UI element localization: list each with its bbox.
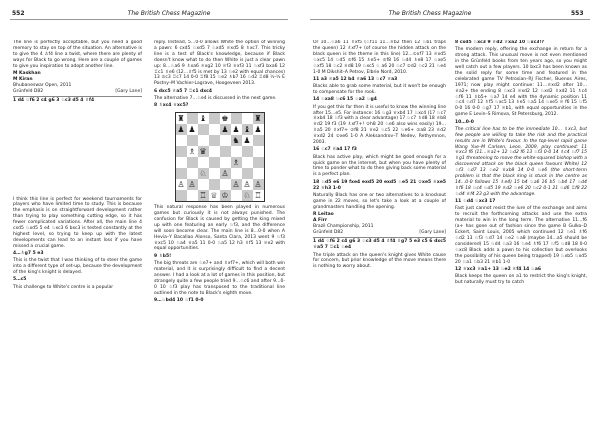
square-h8 <box>253 113 264 124</box>
square-c5 <box>198 146 209 157</box>
column-2 <box>154 40 285 420</box>
square-d2 <box>209 179 220 190</box>
square-g7 <box>242 124 253 135</box>
col4-move-4: 12 ♕xc3 ♕a1+ 13 ♘e2 ♕f4 14 ♘a6 <box>455 266 542 272</box>
square-g6 <box>242 135 253 146</box>
square-d4 <box>209 157 220 168</box>
square-a7 <box>176 124 187 135</box>
square-e6 <box>220 135 231 146</box>
col3-move-1: 11 a3 ♕a5 12 b4 ♕a6 13 ♘c7 ♕a3 <box>313 76 398 82</box>
chess-piece-icon: ♟ <box>254 124 262 134</box>
chess-piece-icon: ♕ <box>210 190 218 200</box>
right-running-title: The British Chess Magazine <box>388 10 472 17</box>
chess-piece-icon: ♙ <box>177 179 185 189</box>
square-b5 <box>187 146 198 157</box>
col2-paragraph-2: The alternative 7…♘e4 is discussed in the next game. <box>154 95 277 101</box>
col3-paragraph-4: Black has active play, which might be good enough for a quick game on the internet, but when you have plenty of time to ponder what to do then giving back some material is a perfect plan. <box>313 154 446 178</box>
square-g4 <box>242 157 253 168</box>
col2-paragraph-3: This natural response has been played in numerous games but curiously it is not always punished. The confusion for Black is caused by getting the king mixed up with one featuring an early ♘f3, and the difference will soon become clear. The main line is 8…0-0 when A Hevia–Y Bacallao Alonso, Santa Clara, 2013 went 9 ♘f3 ♕xc5 10 ♘a4 ♕a5 11 0-0 ♘a5 12 h3 ♗f5 13 ♕e2 with equal opportunities. <box>154 205 285 252</box>
chess-piece-icon: ♟ <box>188 124 196 134</box>
square-d5 <box>209 146 220 157</box>
square-g2 <box>242 179 253 190</box>
left-page-number: 552 <box>12 10 25 17</box>
chess-piece-icon: ♙ <box>254 179 262 189</box>
square-b8 <box>187 113 198 124</box>
square-c3 <box>198 168 209 179</box>
col2-move-2: 8 ♗xc4 ♕xc5? <box>154 103 189 109</box>
square-a6 <box>176 135 187 146</box>
square-a4 <box>176 157 187 168</box>
game-2-divider <box>313 237 446 238</box>
square-b2 <box>187 179 198 190</box>
col4-move-2: 10…0-0 <box>455 119 474 125</box>
square-e5 <box>220 146 231 157</box>
col4-move-3: 11 ♘d4 ♘xc3 17 <box>455 199 496 205</box>
square-b3 <box>187 168 198 179</box>
game-2-moves: 1 d4 ♘f6 2 c4 g6 3 ♘c3 d5 4 ♗f4 ♗g7 5 e3 c5 6 dxc5 ♕a5 7 ♖c1 ♘e4 <box>313 239 446 251</box>
square-h7 <box>253 124 264 135</box>
game-1-opening: Grünfeld D82 [Gary Lane] <box>13 88 142 94</box>
col4-paragraph-3: Fast just cannot resist the lure of the exchange and aims to recruit the forthcoming attacks and use the extra material to win in the long term. The alternative 11…f6 (a+ has gone out of fashion since the game B Gulko–D Eckert, Saint Louis, 2005 which continued 12 ♘e1 ♗f6 ♘d2 13 ♘f3 ♘d7 14 ♘e2 ♘a8 (maybe 14…a5 should be considered) 15 ♘d4 ♘a3 16 ♘e4 ♗f6 17 ♘f5 ♘d8 18 0-0 ♘xc8 Black adds a pawn to his collection but overlooks the possibility of his queen being trapped) 19 ♘xb5 ♘xd5 20 ♘a1 ♘b3 21 ♕b1 1-0 <box>455 206 587 265</box>
right-header-rule <box>310 19 590 20</box>
intro-paragraph: The line is perfectly acceptable, but you need a good memory to stay on top of the situation. An alternative is to give the 4 ♙f4 line a twist, where there are plenty of ways for Black to go wrong. Here are a couple of games to give you inspiration to adopt another line. <box>13 40 142 69</box>
left-running-title: The British Chess Magazine <box>127 10 211 17</box>
square-f8 <box>231 113 242 124</box>
game-2-event: Brazil Championship, 2011 <box>313 223 374 229</box>
square-h5 <box>253 146 264 157</box>
col3-move-2: 14 ♘xa8 ♘c6 15 ♘a2 ♘g4 <box>313 97 377 103</box>
game-1-moves: 1 d4 ♘f6 2 c4 g6 3 ♘c3 d5 4 ♗f4 <box>13 98 95 104</box>
col4-move-1: 8 cxd5 ♘xc3 9 ♕d2 ♕xa2 10 ♘xc3!? <box>455 40 545 45</box>
col2-paragraph-4: The big threats are ♘e7+ and ♗xf7+, which will both win material, and it is surprisingly difficult to find a decent answer. I had a look at a lot of games in this position, but strangely quite a few people tried 9…♘c6 and after 9…0-0 10 ♘f3 play has transposed to the traditional line outlined in the note to Black's eighth move. <box>154 261 285 296</box>
game-2-white: R Leitao <box>313 211 334 217</box>
square-d1 <box>209 190 220 201</box>
game-1-divider <box>13 96 142 97</box>
square-f3 <box>231 168 242 179</box>
chess-piece-icon: ♘ <box>199 168 207 178</box>
chess-piece-icon: ♖ <box>254 190 262 200</box>
square-h3 <box>253 168 264 179</box>
chess-piece-icon: ♛ <box>199 146 207 156</box>
game-2-black: A Firr <box>313 217 328 223</box>
square-a2 <box>176 179 187 190</box>
square-g1 <box>242 190 253 201</box>
chess-piece-icon: ♙ <box>221 168 229 178</box>
square-f2 <box>231 179 242 190</box>
chess-piece-icon: ♙ <box>188 179 196 189</box>
chess-piece-icon: ♗ <box>188 146 196 156</box>
square-h6 <box>253 135 264 146</box>
chess-piece-icon: ♟ <box>243 135 251 145</box>
square-a3 <box>176 168 187 179</box>
col3-move-4: 18 ♘d5 e6 19 fxe4 exd5 20 exd5 ♘e5 21 ♔xe5 ♕xe5 22 ♕h3 1-0 <box>313 179 446 191</box>
square-g5 <box>242 146 253 157</box>
square-e1 <box>220 190 231 201</box>
square-g8 <box>242 113 253 124</box>
col3-paragraph-1: Or 10…♘a6 11 ♗xf5 (♘f11 11…♕b2 then 12 ♘b1 traps the queen) 12 ♗xf7+ (of course the hidden attack on the black queen is the theme in this line) 12…♔xf7 13 ♕xd5 ♘xc5 14 ♘d5 ♔f6 15 ♗e5+ ♔f8 16 ♘d4 ♗e8 17 ♘xe5 ♘xf5 18 ♘c2 ♕d8 19 ♘xc5 ♘ a6 20 ♘c7 ♔d2 ♘c2 21 ♘e4 1-0 M Dikshit–A Petrov, Elbrie Nord, 2010. <box>313 40 446 75</box>
square-e8 <box>220 113 231 124</box>
chess-piece-icon: ♝ <box>243 124 251 134</box>
square-b4 <box>187 157 198 168</box>
square-h1 <box>253 190 264 201</box>
chess-piece-icon: ♜ <box>254 113 262 123</box>
square-c4 <box>198 157 209 168</box>
square-c6 <box>198 135 209 146</box>
col2-paragraph-1: reply. Instead, 5…0-0 allows White the option of winning a pawn: 6 cxd5 ♘xd5 7 ♘xd5 ♕xd5 8 ♗xc7. This tricky line is a test of Black's knowledge, because if Black doesn't know what to do then White is just a clear pawn up: 8…♘a6 9 ♗xa6 ♕xg2 10 ♕f3 ♕xf3 11 ♘xf3 bxa6 12 ♖c1 ♗e6 (12…♗f5 is met by 13 ♘e2 with equal chances) 13 ♔c3 ♖c7 14 0-0 ♖f8 15 ♘e2 ♗b7 16 ♘d2 ♖d8 ½-½ E Postny–M Vachier-Lagrave, Hoogeveen 2013. <box>154 40 285 87</box>
square-b7 <box>187 124 198 135</box>
chess-piece-icon: ♙ <box>232 179 240 189</box>
col2-move-3: 9 ♗b5! <box>154 253 172 259</box>
square-e4 <box>220 157 231 168</box>
col1-paragraph-3: This is the twist that I was thinking of to steer the game into a different type of set-up, because the development of the king's knight is delayed. <box>13 258 142 276</box>
chess-piece-icon: ♟ <box>232 124 240 134</box>
chess-piece-icon: ♝ <box>199 113 207 123</box>
col1-move-1: 4…♗g7 5 e3 <box>13 251 44 257</box>
col2-move-4: 9…♘bd4 10 ♘f1 0-0 <box>154 297 204 303</box>
square-c1 <box>198 190 209 201</box>
diagram-spacer <box>13 106 142 197</box>
square-b1 <box>187 190 198 201</box>
game-1-white: M Kaskhan <box>13 70 41 76</box>
col1-paragraph-2: I think this line is perfect for weekend tournaments for players who have limited time to study. This is because the emphasis is on straightforward development rather than trying to play something cutting edge, so it has fewer complicated variations. After all, the main line 4 cxd5 ♘xd5 5 e4 ♘xc3 6 bxc3 is tested constantly at the highest level, so trying to keep up with the latest developments can lead to an instant loss if you have missed a crucial game. <box>13 196 142 249</box>
square-b6 <box>187 135 198 146</box>
col3-paragraph-5: Naturally Black has one or two alternatives to a knockout game in 22 moves, so let's take a look at a couple of grandmasters handling the opening. <box>313 192 446 210</box>
square-d7 <box>209 124 220 135</box>
square-c8 <box>198 113 209 124</box>
col3-paragraph-6: The triple attack on the queen's knight gives White cause for concern, but prior knowledge of the move means there is nothing to worry about. <box>313 252 446 270</box>
chess-piece-icon: ♜ <box>177 113 185 123</box>
square-h2 <box>253 179 264 190</box>
square-f6 <box>231 135 242 146</box>
square-e7 <box>220 124 231 135</box>
square-f1 <box>231 190 242 201</box>
square-c2 <box>198 179 209 190</box>
square-a8 <box>176 113 187 124</box>
col3-paragraph-2: Blacks able to grab some material, but it won't be enough to compensate for the rook. <box>313 84 446 96</box>
column-3 <box>313 40 446 420</box>
col4-paragraph-1: The modern reply, offering the exchange in return for a strong attack. This unusual move is not even mentioned in the Grünfeld books from ten years ago, so you might well catch out a few players. 10 bxc3 has been known as the solid reply for some time and featured in the celebrated game TV Petrosian–RJ Fischer, Buenos Aires, 1971; now play might continue: 11…♕xd2 after 10…♕a2+ the ending 8 ♘xc3 ♕xd2 12 ♘xd2 ♗xd2 11 ♗c4 ♘f6 11 ♗b5+ ♘a7 14 e4 with the dynamic position 11 ♘c4 ♘d7 12 ♗f5 ♘xc5 13 ♗e5 ♘a5 14 ♘xe5 ♕ f6 15 ♘f5 0-0 16 0-0 ♘g7 17 ♕b1, with equal opportunities in the game E Levin–S Rimova, St Petersburg, 2012. <box>455 47 587 118</box>
column-1 <box>13 40 142 420</box>
chess-diagram <box>175 112 265 202</box>
square-d6 <box>209 135 220 146</box>
square-f5 <box>231 146 242 157</box>
col1-paragraph-4: This challenge to White's centre is a popular <box>13 284 114 290</box>
column-4 <box>455 40 587 420</box>
col4-paragraph-2: The critical line has to be the immediate 10… ♗xc3, but few people are willing to take the risk and the practical results are in White's favour. In the top-level rapid game Wang Yue–M Carlsen, Leon, 2009, play continued: 11 ♕xc3 f6 (11…♕a1+ 12 ♘d2 f6 13 ♘f3 0-0 14 ♗c4 ♘f7 15 ♗g1 threatening to move the white-squared bishop with a discovered attack on the black queen favours White) 12 ♘f3 ♘d7 13 ♘e2 ♕xb8 14 0-0 ♘e6 (the short-term problem is that the black king is stuck in the centre as 14…0-0 follows 15 ♗e4) 15 b4 ♘a6 16 b5 ♘b4 17 ♘d4 ♗f6 18 ♘c4 ♘d5 19 ♕d2 ♘e6 20 ♘c2 0-1 21 ♘d6 ♖f8 22 ♘d4 ♕f4 23 g3 with the advantage. <box>455 126 587 197</box>
square-f4 <box>231 157 242 168</box>
square-a1 <box>176 190 187 201</box>
chess-piece-icon: ♗ <box>232 157 240 167</box>
chess-piece-icon: ♟ <box>221 124 229 134</box>
col4-paragraph-4: Black keeps the queen on a1 to restrict the king's knight, but naturally must try to catch <box>455 274 587 286</box>
square-d8 <box>209 113 220 124</box>
col3-move-3: 16 ♘c7 ♕a4 17 f3 <box>313 147 357 153</box>
square-h4 <box>253 157 264 168</box>
chess-piece-icon: ♞ <box>232 135 240 145</box>
game-1-black: M Kiran <box>13 76 33 82</box>
chess-piece-icon: ♟ <box>177 124 185 134</box>
game-2-opening: Grünfeld D82 [Gary Lane] <box>313 229 446 235</box>
chess-piece-icon: ♚ <box>221 113 229 123</box>
right-page-number: 553 <box>571 10 584 17</box>
game-1-event: Bhubaneswar Open, 2011 <box>13 82 72 88</box>
chess-piece-icon: ♙ <box>243 179 251 189</box>
square-c7 <box>198 124 209 135</box>
chess-piece-icon: ♔ <box>221 190 229 200</box>
square-e3 <box>220 168 231 179</box>
col2-move-1: 6 dxc5 ♕a5 7 ♖c1 dxc4 <box>154 88 212 94</box>
square-a5 <box>176 146 187 157</box>
square-f7 <box>231 124 242 135</box>
col3-paragraph-3: If you get this far then it is useful to know the winning line after 15…e5. For instance: 16 ♘g3 ♕xb4 17 ♘xc4 (17 ♘c7 ♕xb4 18 ♘f3 with a clear advantage) 17 ♘c7 ♗d8 18 ♕b8 ♕d2 19 f3 (19 ♗xf7+! ♔h8 20 ♘e6 also wins easily) 19…♗a5 20 ♗xf7+ ♔f8 21 ♕e2 ♘c5 22 ♘e6+ ♔a8 23 ♕d2 ♕xd2 24 ♔xe6 1-0 A Aleksandrov–T Nedev, Rethymnon, 2003. <box>313 104 446 146</box>
col1-move-2: 5…c5 <box>13 277 27 283</box>
left-header-rule <box>10 19 288 20</box>
square-e2 <box>220 179 231 190</box>
chess-piece-icon: ♖ <box>199 190 207 200</box>
square-g3 <box>242 168 253 179</box>
square-d3 <box>209 168 220 179</box>
chess-piece-icon: ♘ <box>243 190 251 200</box>
